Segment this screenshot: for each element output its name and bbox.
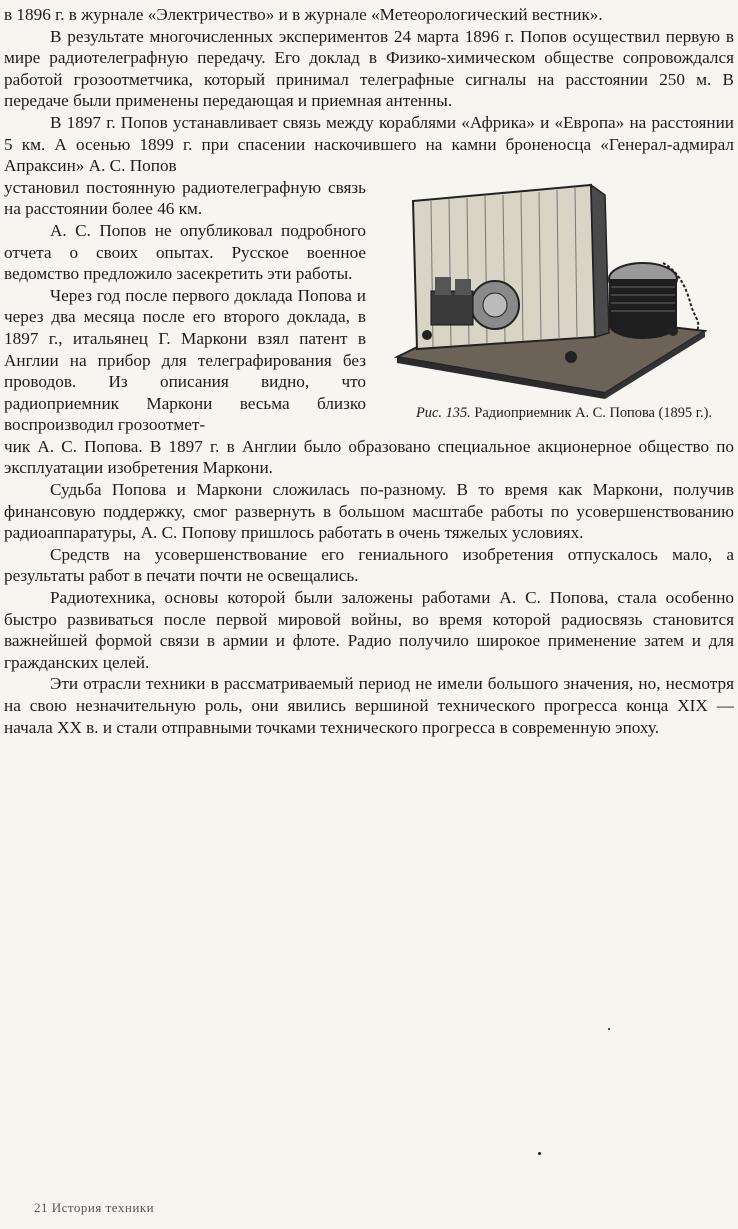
paragraph-3: В 1897 г. Попов устанавливает связь между кораблями «Африка» и «Европа» на расстоянии 5 км. А осенью 1899 г. при спасении наскочившего на камни броненосца «Генерал-адмирал Апраксин» А. С. Попов [4,112,734,176]
left-column [4,177,366,436]
print-speck [538,1152,541,1155]
paragraph-2: В результате многочисленных экспериментов 24 марта 1896 г. Попов осуществил первую в мире радиотелеграфную передачу. Его доклад в Физико-химическом обществе сопровождался работой грозоотметчика, который принимал телеграфные сигналы на расстоянии 250 м. В передаче были применены передающая и приемная антенны. [4,26,734,111]
paragraph-3-continued: установил постоянную радиотелеграфную связь на расстоянии более 46 км. [4,177,366,219]
paragraph-1: в 1896 г. в журнале «Электричество» и в журнале «Метеорологический вестник». [4,5,603,24]
figure-label: Рис. 135. [416,404,471,421]
paragraph-7: Средств на усовершенствование его гениального изобретения отпускалось мало, а результаты работ в печати почти не освещались. [4,544,734,586]
radio-receiver-illustration [391,181,707,399]
paragraph-8: Радиотехника, основы которой были заложены работами А. С. Попова, стала особенно быстро развиваться после первой мировой войны, во время которой радиосвязь становится важнейшей формой связи в армии и флоте. Радио получило широкое применение затем и для гражданских целей. [4,588,734,672]
figure-caption-text: Радиоприемник А. С. Попова (1895 г.). [474,404,712,421]
paragraph-9: Эти отрасли техники в рассматриваемый период не имели большого значения, но, несмотря на свою незначительную роль, они явились вершиной технического прогресса конца XIX — начала XX в. и стали отправными точками технического прогресса в современную эпоху. [4,674,734,737]
paragraph-5-continued: чик А. С. Попова. В 1897 г. в Англии было образовано специальное акционерное общество по эксплуатации изобретения Маркони. [4,436,734,478]
figure-caption [364,405,734,422]
print-speck [608,1028,610,1030]
page-footer: 21 История техники [34,1200,155,1215]
page [4,4,734,738]
paragraph-5: Через год после первого доклада Попова и через два месяца после его второго доклада, в 1897 г., итальянец Г. Маркони взял патент в Англии на прибор для телеграфирования без проводов. Из описания видно, что радиоприемник Маркони весьма близко воспроизводил грозоотмет- [4,285,366,435]
text-with-figure [4,177,734,436]
paragraph-6: Судьба Попова и Маркони сложилась по-разному. В то время как Маркони, получив финансовую поддержку, смог развернуть в большом масштабе работы по усовершенствованию радиоаппаратуры, А. С. Попову пришлось работать в очень тяжелых условиях. [4,480,734,543]
figure-radio-receiver [364,181,734,422]
paragraph-4: А. С. Попов не опубликовал подробного отчета о своих опытах. Русское военное ведомство предложило засекретить эти работы. [4,220,366,284]
